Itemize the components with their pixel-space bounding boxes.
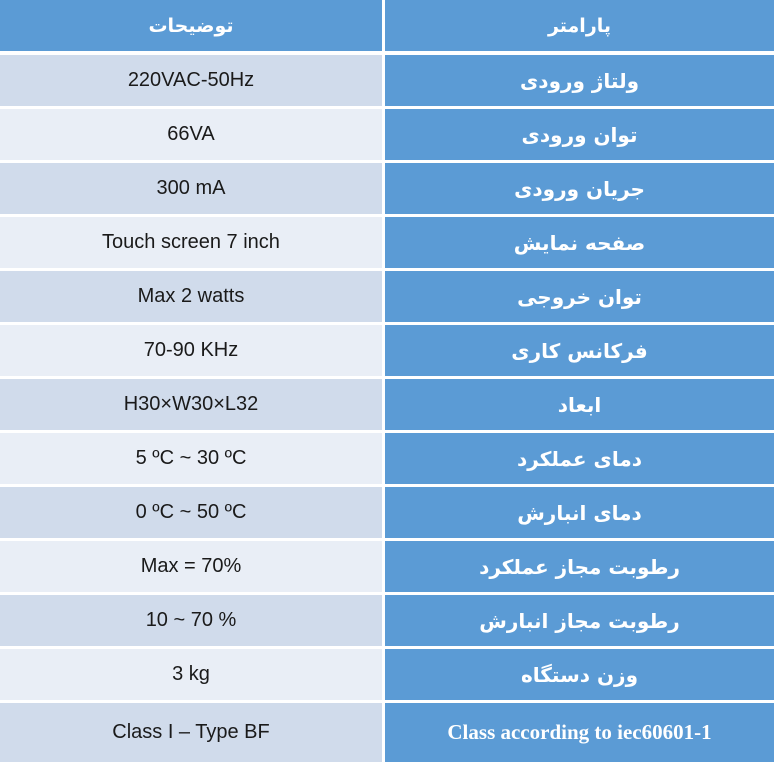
param-cell: ولتاژ ورودی [385, 55, 774, 106]
value-cell: 66VA [0, 109, 385, 160]
param-cell: وزن دستگاه [385, 649, 774, 700]
value-cell: Touch screen 7 inch [0, 217, 385, 268]
table-row [0, 55, 774, 109]
table-row [0, 703, 774, 762]
param-cell: دمای عملکرد [385, 433, 774, 484]
table-header-row [0, 0, 774, 55]
value-cell: H30×W30×L32 [0, 379, 385, 430]
header-description: توضیحات [0, 0, 385, 51]
value-cell: Class I – Type BF [0, 703, 385, 762]
value-cell: 220VAC-50Hz [0, 55, 385, 106]
param-cell: دمای انبارش [385, 487, 774, 538]
param-cell: فرکانس کاری [385, 325, 774, 376]
param-cell: Class according to iec60601-1 [385, 703, 774, 762]
table-row [0, 163, 774, 217]
value-cell: 70-90 KHz [0, 325, 385, 376]
param-cell: رطوبت مجاز عملکرد [385, 541, 774, 592]
param-cell: توان خروجی [385, 271, 774, 322]
param-cell: صفحه نمایش [385, 217, 774, 268]
table-row [0, 433, 774, 487]
value-cell: 0 ºC ~ 50 ºC [0, 487, 385, 538]
value-cell: 10 ~ 70 % [0, 595, 385, 646]
table-row [0, 271, 774, 325]
table-row [0, 595, 774, 649]
header-parameter: پارامتر [385, 0, 774, 51]
param-cell: ابعاد [385, 379, 774, 430]
table-row [0, 325, 774, 379]
table-row [0, 487, 774, 541]
param-cell: توان ورودی [385, 109, 774, 160]
value-cell: 5 ºC ~ 30 ºC [0, 433, 385, 484]
table-row [0, 379, 774, 433]
param-cell: رطوبت مجاز انبارش [385, 595, 774, 646]
table-row [0, 649, 774, 703]
value-cell: Max 2 watts [0, 271, 385, 322]
table-row [0, 109, 774, 163]
value-cell: 3 kg [0, 649, 385, 700]
table-row [0, 217, 774, 271]
value-cell: Max = 70% [0, 541, 385, 592]
value-cell: 300 mA [0, 163, 385, 214]
table-row [0, 541, 774, 595]
param-cell: جریان ورودی [385, 163, 774, 214]
